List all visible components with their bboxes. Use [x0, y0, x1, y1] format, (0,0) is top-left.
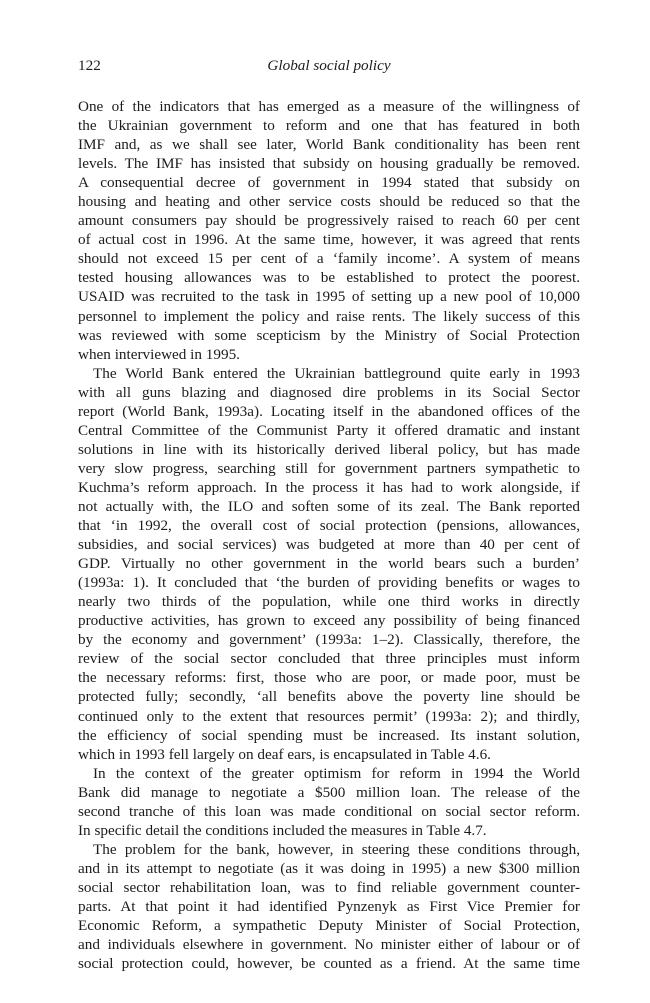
- text-line: and individuals elsewhere in government. No minister either of labour or of: [78, 936, 580, 954]
- text-line: solutions in line with its historically derived liberal policy, but has made: [78, 440, 580, 458]
- text-line: very slow progress, searching still for government partners sympathetic to: [78, 459, 580, 477]
- paragraph: [78, 97, 580, 364]
- text-line: In the context of the greater optimism for reform in 1994 the World: [93, 764, 580, 782]
- running-head: Global social policy: [267, 57, 391, 74]
- text-line: Kuchma’s reform approach. In the process it has had to work alongside, if: [78, 478, 580, 496]
- text-line: Economic Reform, a sympathetic Deputy Minister of Social Protection,: [78, 917, 580, 935]
- text-line: the Ukrainian government to reform and one that has featured in both: [78, 117, 580, 135]
- text-line: tested housing allowances was to be established to protect the poorest.: [78, 269, 580, 287]
- text-line: with all guns blazing and diagnosed dire problems in its Social Sector: [78, 383, 580, 401]
- text-line: social sector rehabilitation loan, was to find reliable government counter-: [78, 878, 580, 896]
- text-line: productive activities, has grown to exceed any possibility of being financed: [78, 612, 580, 630]
- text-line: and in its attempt to negotiate (as it was doing in 1995) a new $300 million: [78, 859, 580, 877]
- text-line: review of the social sector concluded that three principles must inform: [78, 650, 580, 668]
- text-line: In specific detail the conditions included the measures in Table 4.7.: [78, 821, 487, 839]
- text-line: of actual cost in 1996. At the same time, however, it was agreed that rents: [78, 231, 580, 249]
- text-line: was reviewed with some scepticism by the Ministry of Social Protection: [78, 326, 580, 344]
- text-line: when interviewed in 1995.: [78, 345, 240, 363]
- paragraph: [78, 840, 580, 973]
- text-line: that ‘in 1992, the overall cost of social protection (pensions, allowances,: [78, 517, 580, 535]
- text-line: second tranche of this loan was made conditional on social sector reform.: [78, 802, 580, 820]
- text-line: subsidies, and social services) was budgeted at more than 40 per cent of: [78, 536, 580, 554]
- text-line: personnel to implement the policy and raise rents. The likely success of this: [78, 307, 580, 325]
- text-line: Bank did manage to negotiate a $500 million loan. The release of the: [78, 783, 580, 801]
- paragraph: [78, 764, 580, 840]
- text-line: continued only to the extent that resources permit’ (1993a: 2); and thirdly,: [78, 707, 580, 725]
- text-line: nearly two thirds of the population, while one third works in directly: [78, 593, 580, 611]
- text-line: A consequential decree of government in 1994 stated that subsidy on: [78, 174, 580, 192]
- text-line: the necessary reforms: first, those who are poor, or made poor, must be: [78, 669, 580, 687]
- text-line: not actually with, the ILO and soften some of its zeal. The Bank reported: [78, 497, 580, 515]
- text-line: One of the indicators that has emerged as a measure of the willingness of: [78, 98, 580, 115]
- text-line: housing and heating and other service costs should be reduced so that the: [78, 193, 580, 211]
- page-header: [78, 56, 580, 76]
- text-line: report (World Bank, 1993a). Locating itself in the abandoned offices of the: [78, 402, 580, 420]
- text-line: levels. The IMF has insisted that subsidy on housing gradually be removed.: [78, 155, 580, 173]
- text-line: by the economy and government’ (1993a: 1–2). Classically, therefore, the: [78, 631, 580, 649]
- text-line: which in 1993 fell largely on deaf ears, is encapsulated in Table 4.6.: [78, 745, 491, 763]
- text-line: GDP. Virtually no other government in the world bears such a burden’: [78, 555, 580, 573]
- text-line: USAID was recruited to the task in 1995 of setting up a new pool of 10,000: [78, 288, 580, 306]
- paragraph: [78, 364, 580, 764]
- text-line: should not exceed 15 per cent of a ‘family income’. A system of means: [78, 250, 580, 268]
- page-number: 122: [78, 57, 101, 74]
- text-line: social protection could, however, be counted as a friend. At the same time: [78, 955, 580, 973]
- text-line: protected fully; secondly, ‘all benefits above the poverty line should be: [78, 688, 580, 706]
- text-line: IMF and, as we shall see later, World Bank conditionality has been rent: [78, 136, 580, 154]
- text-line: amount consumers pay should be progressively raised to reach 60 per cent: [78, 212, 580, 230]
- text-line: parts. At that point it had identified Pynzenyk as First Vice Premier for: [78, 897, 580, 915]
- text-line: (1993a: 1). It concluded that ‘the burden of providing benefits or wages to: [78, 574, 580, 592]
- text-line: Central Committee of the Communist Party it offered dramatic and instant: [78, 421, 580, 439]
- text-line: The problem for the bank, however, in steering these conditions through,: [93, 840, 580, 858]
- page: [78, 56, 580, 973]
- text-line: The World Bank entered the Ukrainian battleground quite early in 1993: [93, 364, 580, 382]
- text-line: the efficiency of social spending must be increased. Its instant solution,: [78, 726, 580, 744]
- body-text: [78, 97, 580, 973]
